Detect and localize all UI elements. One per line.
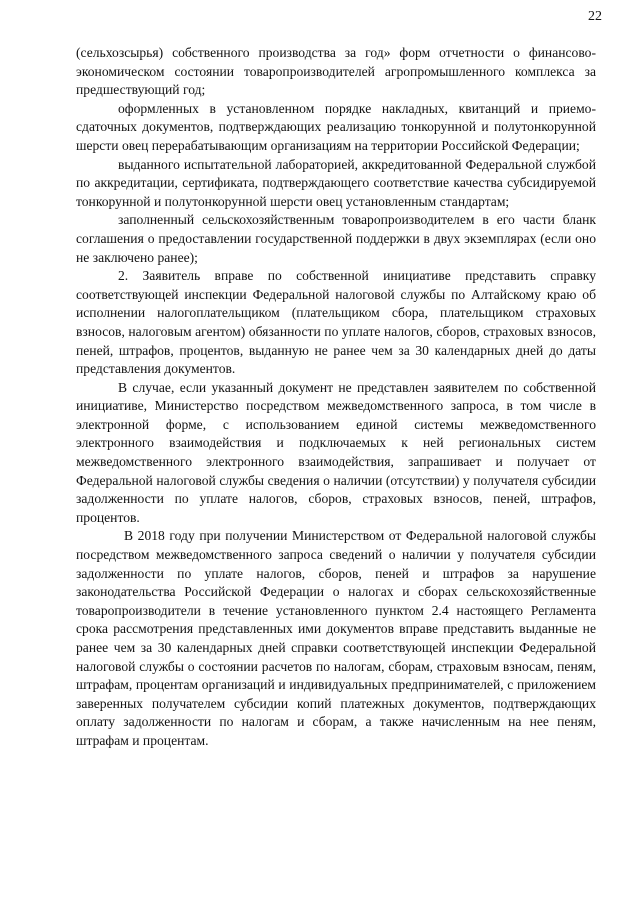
page-number: 22: [588, 9, 602, 24]
paragraph-invoices: оформленных в установленном порядке накладных, квитанций и приемо-сдаточных документов, подтверждающих реализацию тонкорунной и полутонкорунной шерсти овец перерабатывающим организациям на территории Российской Федерации;: [76, 100, 596, 153]
paragraph-interagency-request: В случае, если указанный документ не представлен заявителем по собственной инициативе, Министерство посредством межведомственного запроса, в том числе в электронной форме, с использованием единой системы межведомственного электронного взаимодействия и подключаемых к ней региональных систем межведомственного электронного взаимодействия, запрашивает и получает от Федеральной налоговой службы сведения о наличии (отсутствии) у получателя субсидии задолженности по уплате налогов, сборов, страховых взносов, пеней, штрафов, процентов.: [76, 379, 596, 525]
paragraph-agreement-form: заполненный сельскохозяйственным товаропроизводителем в его части бланк соглашения о предоставлении государственной поддержки в двух экземплярах (если оно не заключено ранее);: [76, 212, 596, 265]
document-body: [76, 44, 596, 751]
paragraph-certificate: выданного испытательной лабораторией, аккредитованной Федеральной службой по аккредитации, сертификата, подтверждающего соответствие качества субсидируемой тонкорунной и полутонкорунной шерсти овец установленным стандартам;: [76, 156, 596, 209]
paragraph-continuation: (сельхозсырья) собственного производства за год» форм отчетности о финансово-экономическом состоянии товаропроизводителей агропромышленного комплекса за предшествующий год;: [76, 45, 596, 98]
paragraph-2018-rule: В 2018 году при получении Министерством от Федеральной налоговой службы посредством межведомственного запроса сведений о наличии у получателя субсидии задолженности по уплате налогов, сборов, пеней и штрафов за нарушение законодательства Российской Федерации о налогах и сборах сельскохозяйственные товаропроизводители в течение установленного пунктом 2.4 настоящего Регламента срока рассмотрения представленных ими документов вправе представить выданные не ранее чем за 30 календарных дней справки соответствующей инспекции Федеральной налоговой службы о состоянии расчетов по налогам, сборам, страховым взносам, пеням, штрафам, процентам организаций и индивидуальных предпринимателей, с приложением заверенных получателем субсидии копий платежных документов, подтверждающих оплату задолженности по налогам и сборам, а также начисленным на нее пеням, штрафам и процентам.: [76, 528, 596, 748]
paragraph-tax-certificate: 2. Заявитель вправе по собственной инициативе представить справку соответствующей инспекции Федеральной налоговой службы по Алтайскому краю об исполнении налогоплательщиком (плательщиком сбора, плательщиком страховых взносов, налоговым агентом) обязанности по уплате налогов, сборов, страховых взносов, пеней, штрафов, процентов, выданную не ранее чем за 30 календарных дней до даты представления документов.: [76, 268, 596, 377]
